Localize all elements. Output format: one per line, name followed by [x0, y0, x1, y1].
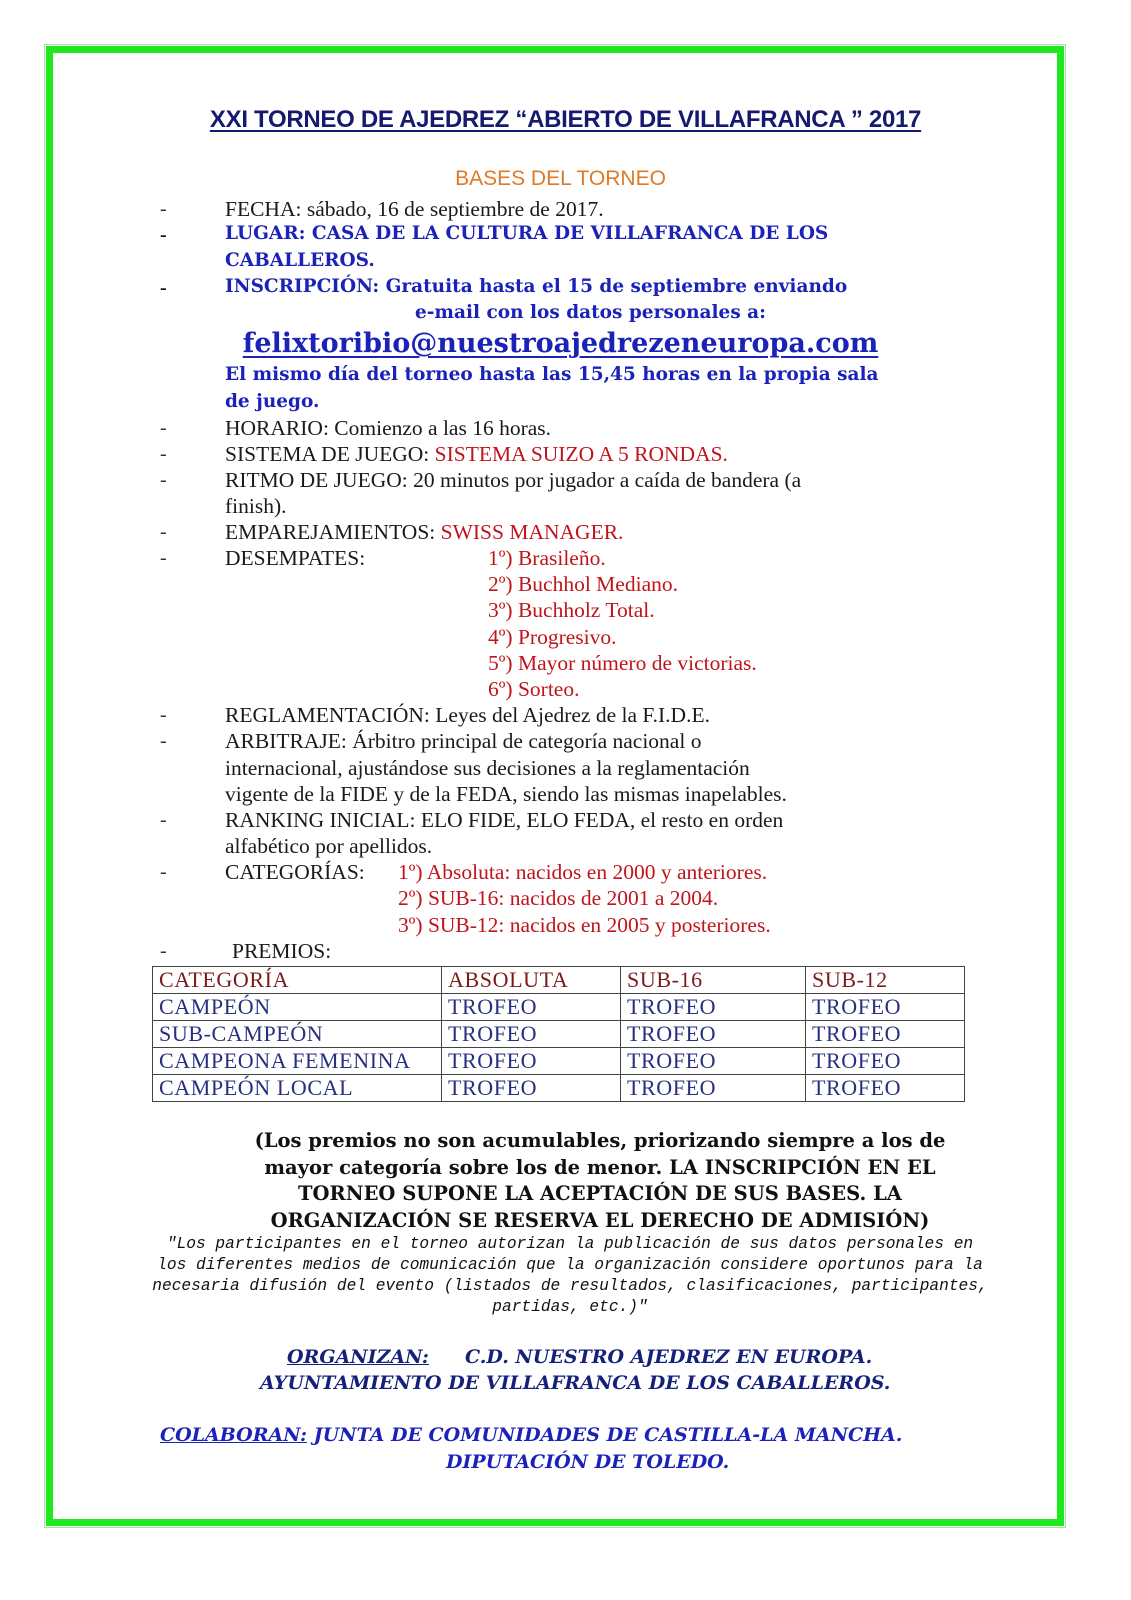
- horario-item: HORARIO: Comienzo a las 16 horas.: [225, 416, 552, 440]
- table-cell: TROFEO: [442, 994, 621, 1021]
- bullet: -: [160, 730, 167, 752]
- bullet: -: [160, 809, 167, 831]
- reglamentacion-item: REGLAMENTACIÓN: Leyes del Ajedrez de la F.I.D.E.: [225, 703, 710, 727]
- prizes-note: (Los premios no son acumulables, priorizando siempre a los de mayor categoría sobre los de menor. LA INSCRIPCIÓN EN EL TORNEO SUPONE LA ACEPTACIÓN DE SUS BASES. LA ORGANIZACIÓN SE RESERVA EL DERECHO DE ADMISIÓN): [254, 1129, 946, 1232]
- table-cell: TROFEO: [621, 994, 806, 1021]
- table-cell: CAMPEÓN: [153, 994, 442, 1021]
- tiebreak-item: 3º) Buchholz Total.: [488, 598, 655, 622]
- bullet: -: [160, 417, 167, 439]
- table-cell: TROFEO: [621, 1075, 806, 1102]
- table-row: [153, 1048, 965, 1075]
- lugar-item-cont: CABALLEROS.: [225, 250, 375, 271]
- sistema-item: [225, 442, 728, 467]
- inscripcion-item: INSCRIPCIÓN: Gratuita hasta el 15 de septiembre enviando: [225, 276, 848, 297]
- ritmo-item: RITMO DE JUEGO: 20 minutos por jugador a caída de bandera (a: [225, 468, 802, 492]
- bullet: -: [160, 277, 167, 299]
- table-cell: TROFEO: [806, 994, 965, 1021]
- privacy-notice: "Los participantes en el torneo autorizan la publicación de sus datos personales en los diferentes medios de comunicación que la organización considere oportunos para la necesaria difusión del evento (listados de resultados, clasificaciones, participantes, partidas, etc.)": [152, 1235, 988, 1316]
- table-cell: SUB-CAMPEÓN: [153, 1021, 442, 1048]
- bullet: -: [160, 198, 167, 220]
- fecha-item: FECHA: sábado, 16 de septiembre de 2017.: [225, 197, 604, 221]
- tiebreak-item: 2º) Buchhol Mediano.: [488, 572, 678, 596]
- table-cell: TROFEO: [442, 1021, 621, 1048]
- document-title: XXI TORNEO DE AJEDREZ “ABIERTO DE VILLAFRANCA ” 2017: [209, 106, 922, 133]
- table-cell: TROFEO: [442, 1075, 621, 1102]
- tiebreak-item: 6º) Sorteo.: [488, 677, 580, 701]
- sistema-value: SISTEMA SUIZO A 5 RONDAS.: [434, 442, 728, 466]
- bullet: -: [160, 469, 167, 491]
- bullet: -: [160, 547, 167, 569]
- inscripcion-same-day: El mismo día del torneo hasta las 15,45 horas en la propia sala: [225, 364, 879, 385]
- table-header-cell: CATEGORÍA: [153, 967, 442, 994]
- category-item: 3º) SUB-12: nacidos en 2005 y posteriores.: [398, 913, 771, 937]
- ritmo-item-cont: finish).: [225, 494, 287, 518]
- emparejamientos-value: SWISS MANAGER.: [440, 520, 624, 544]
- registration-email-link[interactable]: felixtoribio@nuestroajedrezeneuropa.com: [242, 328, 879, 359]
- collaborator-item: DIPUTACIÓN DE TOLEDO.: [446, 1451, 730, 1473]
- table-cell: CAMPEÓN LOCAL: [153, 1075, 442, 1102]
- inscripcion-email-intro: e-mail con los datos personales a:: [414, 302, 766, 323]
- table-cell: TROFEO: [621, 1048, 806, 1075]
- tiebreak-item: 5º) Mayor número de victorias.: [488, 651, 757, 675]
- table-header-cell: ABSOLUTA: [442, 967, 621, 994]
- inscripcion-same-day-cont: de juego.: [225, 391, 320, 412]
- desempates-label: DESEMPATES:: [225, 546, 366, 570]
- category-item: 1º) Absoluta: nacidos en 2000 y anteriores.: [398, 860, 768, 884]
- lugar-item: LUGAR: CASA DE LA CULTURA DE VILLAFRANCA DE LOS: [225, 223, 829, 244]
- organizer-item: AYUNTAMIENTO DE VILLAFRANCA DE LOS CABALLEROS.: [260, 1372, 891, 1394]
- prizes-table: [152, 966, 965, 1102]
- tiebreak-item: 1º) Brasileño.: [488, 546, 606, 570]
- document-subtitle: BASES DEL TORNEO: [455, 167, 666, 190]
- bullet: -: [160, 861, 167, 883]
- organizers-label: ORGANIZAN:: [287, 1346, 429, 1368]
- collaborators-line: [160, 1424, 902, 1446]
- premios-label: PREMIOS:: [232, 939, 332, 963]
- bullet: -: [160, 443, 167, 465]
- table-header-cell: SUB-16: [621, 967, 806, 994]
- emparejamientos-label: EMPAREJAMIENTOS:: [225, 520, 441, 544]
- bullet: -: [160, 224, 167, 246]
- categorias-label: CATEGORÍAS:: [225, 860, 365, 884]
- table-cell: TROFEO: [806, 1021, 965, 1048]
- arbitraje-item-cont: internacional, ajustándose sus decisiones a la reglamentación: [225, 756, 750, 780]
- table-cell: CAMPEONA FEMENINA: [153, 1048, 442, 1075]
- arbitraje-item: ARBITRAJE: Árbitro principal de categoría nacional o: [225, 729, 702, 753]
- sistema-label: SISTEMA DE JUEGO:: [225, 442, 435, 466]
- tiebreak-item: 4º) Progresivo.: [488, 625, 617, 649]
- table-cell: TROFEO: [442, 1048, 621, 1075]
- table-cell: TROFEO: [806, 1075, 965, 1102]
- ranking-item-cont: alfabético por apellidos.: [225, 834, 433, 858]
- emparejamientos-item: [225, 520, 623, 545]
- table-header-cell: SUB-12: [806, 967, 965, 994]
- category-item: 2º) SUB-16: nacidos de 2001 a 2004.: [398, 886, 719, 910]
- ranking-item: RANKING INICIAL: ELO FIDE, ELO FEDA, el resto en orden: [225, 808, 784, 832]
- bullet: -: [160, 704, 167, 726]
- table-cell: TROFEO: [806, 1048, 965, 1075]
- table-header-row: [153, 967, 965, 994]
- bullet: -: [160, 940, 167, 962]
- table-row: [153, 1021, 965, 1048]
- organizer-item: C.D. NUESTRO AJEDREZ EN EUROPA.: [465, 1346, 873, 1368]
- collaborator-item: JUNTA DE COMUNIDADES DE CASTILLA-LA MANCHA.: [306, 1424, 903, 1446]
- collaborators-label: COLABORAN:: [160, 1424, 307, 1446]
- arbitraje-item-cont: vigente de la FIDE y de la FEDA, siendo las mismas inapelables.: [225, 782, 787, 806]
- table-row: [153, 994, 965, 1021]
- table-row: [153, 1075, 965, 1102]
- bullet: -: [160, 521, 167, 543]
- table-cell: TROFEO: [621, 1021, 806, 1048]
